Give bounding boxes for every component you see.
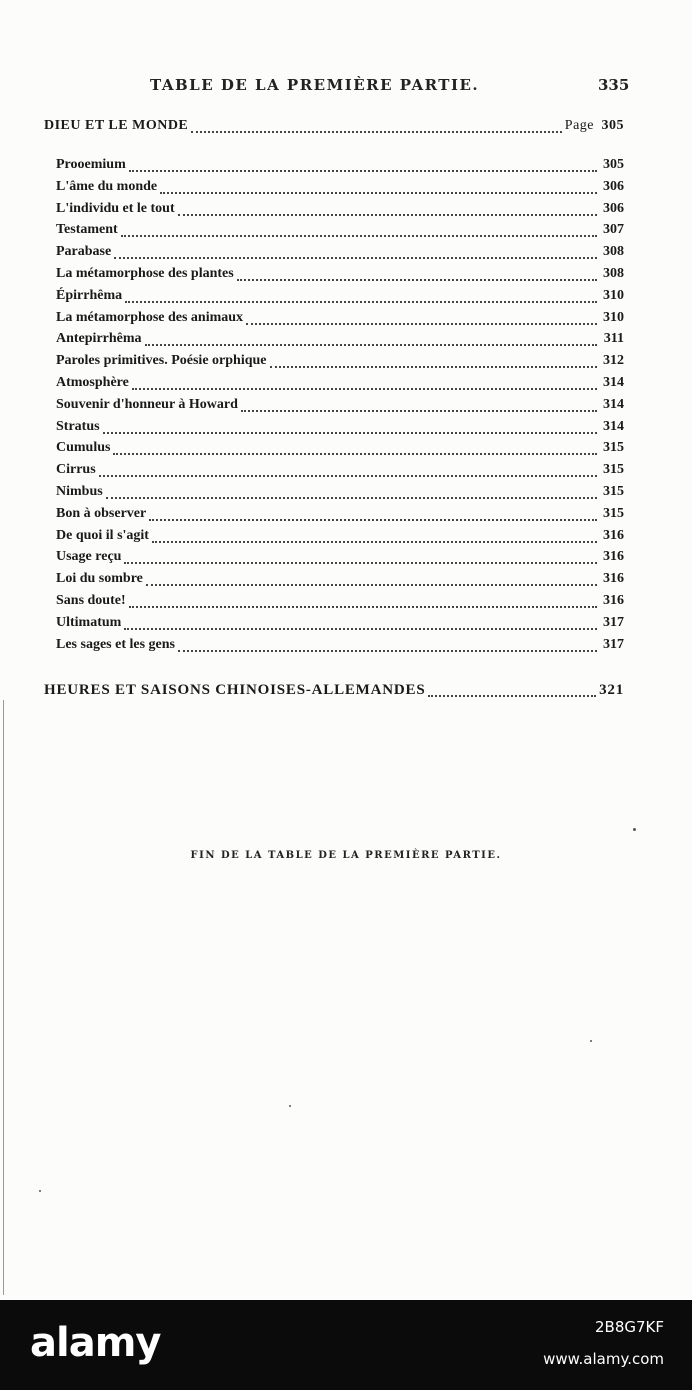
toc-entry (56, 177, 624, 197)
section-title: DIEU ET LE MONDE (44, 118, 189, 133)
toc-entry (56, 635, 624, 655)
entry-page-number: 316 (603, 571, 624, 587)
alamy-logo: alamy (30, 1320, 161, 1366)
entry-title: Ultimatum (56, 614, 122, 630)
entry-title: Bon à observer (56, 505, 147, 521)
page-number: 335 (598, 76, 630, 94)
toc-entry (56, 220, 624, 240)
entry-page-number: 316 (603, 549, 624, 565)
toc-entry (56, 242, 624, 262)
entry-page-number: 315 (603, 484, 624, 499)
entry-page-number: 316 (603, 527, 624, 543)
toc-entry (56, 286, 624, 306)
toc-entry (56, 199, 624, 219)
entry-title: Antepirrhêma (56, 331, 142, 347)
entry-title: Testament (56, 222, 118, 238)
entry-title: Loi du sombre (56, 571, 143, 587)
entry-page-number: 316 (603, 593, 624, 608)
toc-section-heures-et-saisons (44, 680, 624, 700)
dot-leader (125, 289, 597, 303)
entry-title: Cirrus (56, 462, 96, 478)
entry-page-number: 317 (603, 614, 624, 630)
entry-title: Souvenir d'honneur à Howard (56, 396, 238, 412)
entry-title: Prooemium (56, 157, 126, 172)
entry-page-number: 311 (603, 331, 624, 347)
toc-entry (56, 417, 624, 437)
dot-leader (121, 223, 597, 237)
dot-leader (129, 594, 597, 608)
entry-page-number: 315 (603, 440, 624, 456)
dot-leader (113, 441, 597, 455)
entry-page-number: 306 (603, 178, 624, 194)
section-page-number: 321 (599, 682, 624, 698)
toc-entry (56, 504, 624, 524)
entry-page-number: 315 (603, 462, 624, 478)
toc-entry (56, 438, 624, 458)
entry-page-number: 306 (603, 200, 624, 216)
entry-title: Parabase (56, 244, 112, 260)
specks (39, 1190, 41, 1192)
entry-title: La métamorphose des plantes (56, 266, 234, 281)
entry-title: Usage reçu (56, 549, 122, 565)
dot-leader (241, 398, 597, 412)
dot-leader (106, 485, 597, 499)
dot-leader (124, 550, 597, 564)
image-id: 2B8G7KF (594, 1318, 664, 1336)
toc-entry (56, 613, 624, 633)
dot-leader (152, 529, 597, 543)
toc-entry (56, 569, 624, 589)
dot-leader (129, 158, 597, 172)
dot-leader (178, 202, 597, 216)
entry-page-number: 314 (603, 375, 624, 390)
toc-entry (56, 155, 624, 175)
dot-leader (124, 616, 597, 630)
toc-entry (56, 482, 624, 502)
entry-page-number: 314 (603, 396, 624, 412)
entry-page-number: 308 (603, 244, 624, 260)
toc-section-dieu-et-le-monde (44, 116, 624, 136)
dot-leader (428, 683, 596, 697)
toc-entry (56, 395, 624, 415)
toc-entry (56, 526, 624, 546)
entry-page-number: 308 (603, 266, 624, 281)
entry-page-number: 314 (603, 418, 624, 434)
entry-page-number: 310 (603, 309, 624, 325)
page-edge-shadow (3, 700, 4, 1295)
entry-title: Cumulus (56, 440, 111, 456)
toc-entry (56, 591, 624, 611)
dot-leader (178, 638, 597, 652)
watermark-bar (0, 1300, 692, 1390)
entry-page-number: 315 (603, 505, 624, 521)
dot-leader (191, 119, 562, 133)
dot-leader (270, 354, 598, 368)
entry-title: De quoi il s'agit (56, 527, 149, 543)
toc-entry (56, 547, 624, 567)
toc-entry (56, 308, 624, 328)
watermark-url: www.alamy.com (543, 1350, 664, 1368)
dot-leader (146, 572, 597, 586)
toc-entry (56, 460, 624, 480)
entry-title: Sans doute! (56, 593, 126, 608)
entry-title: Épirrhêma (56, 287, 123, 303)
running-head: TABLE DE LA PREMIÈRE PARTIE. (150, 76, 480, 94)
entry-title: Atmosphère (56, 375, 129, 390)
entry-page-number: 310 (603, 287, 624, 303)
dot-leader (145, 332, 597, 346)
entry-page-number: 312 (603, 353, 624, 369)
entry-page-number: 307 (603, 222, 624, 238)
dot-leader (246, 311, 597, 325)
toc-entry (56, 329, 624, 349)
specks (590, 1040, 592, 1042)
dot-leader (149, 507, 597, 521)
entry-title: Stratus (56, 418, 100, 434)
entry-title: L'individu et le tout (56, 200, 175, 216)
specks (289, 1105, 291, 1107)
entry-title: L'âme du monde (56, 178, 158, 194)
toc-entry (56, 351, 624, 371)
dot-leader (132, 376, 597, 390)
dot-leader (103, 420, 597, 434)
entry-title: Nimbus (56, 484, 103, 499)
section-page-number: 305 (601, 118, 624, 133)
dot-leader (160, 180, 597, 194)
dot-leader (237, 267, 597, 281)
toc-entry (56, 373, 624, 393)
entry-page-number: 305 (603, 157, 624, 172)
entry-title: Les sages et les gens (56, 636, 175, 652)
toc-entry (56, 264, 624, 284)
specks (633, 828, 636, 831)
section-title: HEURES ET SAISONS CHINOISES-ALLEMANDES (44, 682, 426, 698)
end-of-table-note: FIN DE LA TABLE DE LA PREMIÈRE PARTIE. (190, 850, 502, 861)
entry-title: Paroles primitives. Poésie orphique (56, 353, 267, 369)
entry-page-number: 317 (603, 636, 624, 652)
dot-leader (99, 463, 597, 477)
entry-title: La métamorphose des animaux (56, 309, 244, 325)
page-word: Page (564, 118, 594, 133)
dot-leader (114, 245, 597, 259)
